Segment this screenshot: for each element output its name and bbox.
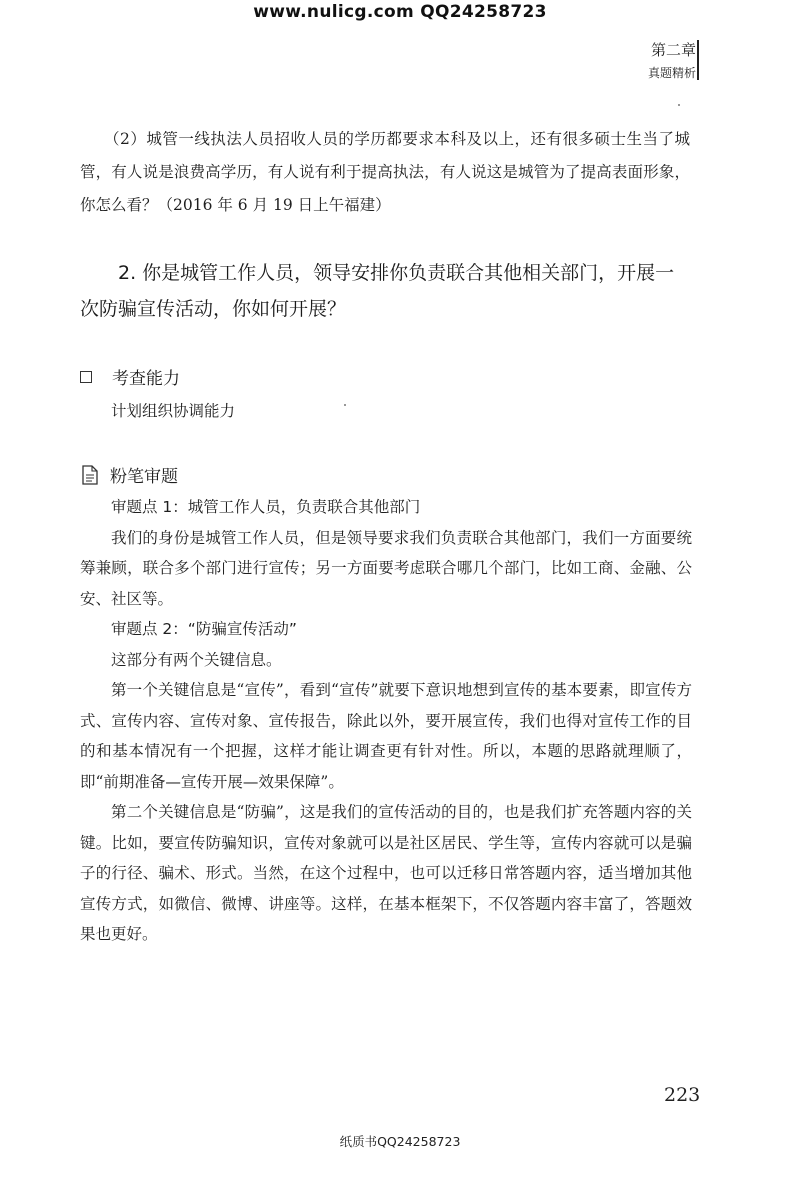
scan-speck bbox=[344, 404, 346, 406]
point-2-para-2: 第二个关键信息是“防骗”，这是我们的宣传活动的目的，也是我们扩充答题内容的关键。比如，要宣传防骗知识，宣传对象就可以是社区居民、学生等，宣传内容就可以是骗子的行径、骗术、形式。当然，在这个过程中，也可以迁移日常答题内容，适当增加其他宣传方式，如微信、微博、讲座等。这样，在基本框架下，不仅答题内容丰富了，答题效果也更好。 bbox=[80, 803, 692, 943]
question-1-part-2: （2）城管一线执法人员招收人员的学历都要求本科及以上，还有很多硕士生当了城管，有人说是浪费高学历，有人说有利于提高执法，有人说这是城管为了提高表面形象，你怎么看？（2016 年 6 月 19 日上午福建） bbox=[80, 130, 690, 214]
scan-speck bbox=[678, 104, 680, 106]
checkbox-icon bbox=[80, 371, 92, 383]
point-2-para-1: 第一个关键信息是“宣传”，看到“宣传”就要下意识地想到宣传的基本要素，即宣传方式、宣传内容、宣传对象、宣传报告，除此以外，要开展宣传，我们也得对宣传工作的目的和基本情况有一个把握，这样才能让调查更有针对性。所以，本题的思路就理顺了，即“前期准备—宣传开展—效果保障”。 bbox=[80, 681, 692, 791]
question-2 bbox=[80, 255, 692, 327]
chapter-divider bbox=[697, 40, 699, 80]
ability-heading bbox=[80, 364, 180, 389]
analysis-body bbox=[80, 492, 692, 950]
ability-heading-text: 考查能力 bbox=[112, 369, 180, 389]
ability-content: 计划组织协调能力 bbox=[111, 402, 236, 420]
point-2-intro: 这部分有两个关键信息。 bbox=[111, 650, 282, 669]
page-number: 223 bbox=[664, 1084, 701, 1106]
point-2-title: 审题点 2：“防骗宣传活动” bbox=[111, 620, 297, 638]
analysis-heading-text: 粉笔审题 bbox=[110, 467, 178, 487]
point-1-text: 我们的身份是城管工作人员，但是领导要求我们负责联合其他部门，我们一方面要统筹兼顾，联合多个部门进行宣传；另一方面要考虑联合哪几个部门，比如工商、金融、公安、社区等。 bbox=[80, 528, 692, 608]
chapter-title: 第二章 bbox=[650, 41, 696, 59]
top-watermark: www.nulicg.com QQ24258723 bbox=[253, 2, 547, 22]
chapter-subtitle: 真题精析 bbox=[647, 66, 696, 80]
question-2-text: 2. 你是城管工作人员，领导安排你负责联合其他相关部门，开展一次防骗宣传活动，你如何开展？ bbox=[80, 262, 675, 320]
point-1-title: 审题点 1：城管工作人员，负责联合其他部门 bbox=[111, 498, 421, 516]
bottom-watermark: 纸质书QQ24258723 bbox=[339, 1134, 461, 1149]
analysis-heading bbox=[80, 462, 178, 487]
ability-content-block bbox=[80, 396, 692, 427]
document-icon bbox=[80, 464, 100, 486]
chapter-header bbox=[648, 40, 696, 82]
